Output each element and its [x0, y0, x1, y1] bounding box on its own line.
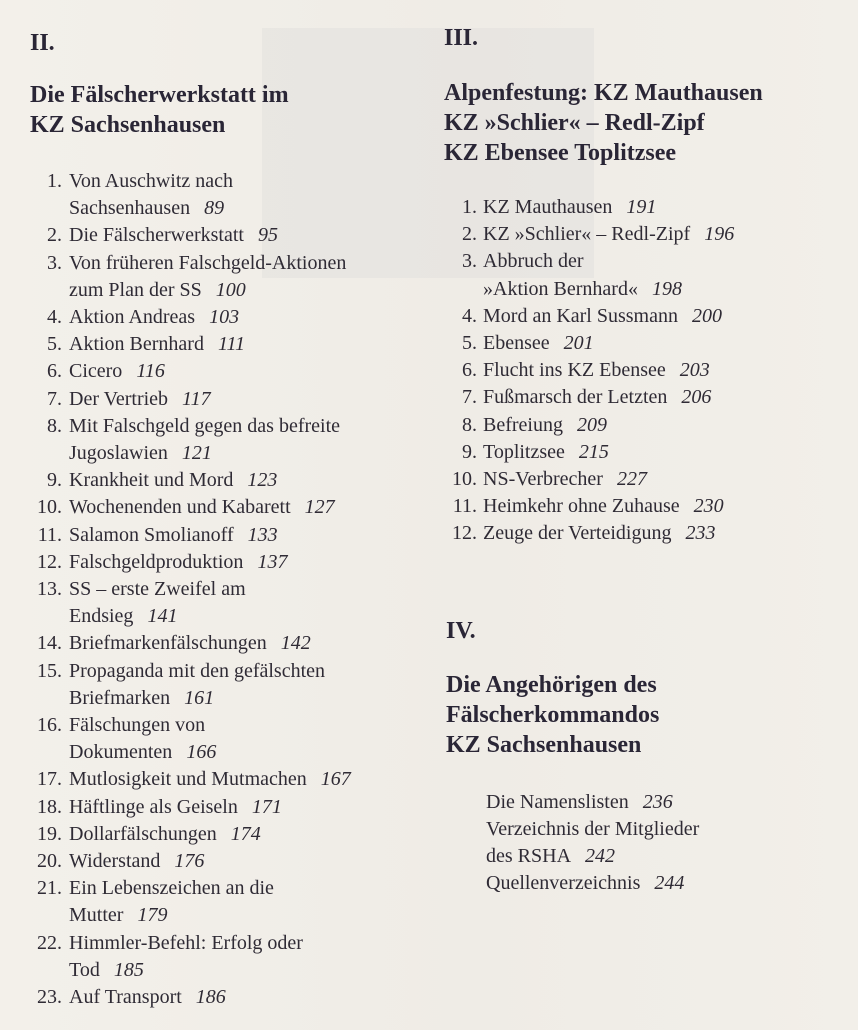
chapter-title-line — [69, 821, 351, 848]
page-number: 203 — [679, 359, 710, 382]
toc-entry — [486, 870, 699, 897]
chapter-number: 9. — [47, 469, 62, 492]
page-number: 186 — [195, 986, 226, 1009]
chapter-title-line — [69, 576, 351, 603]
chapter-title-line — [69, 739, 351, 766]
chapter-title-line — [483, 493, 734, 520]
chapter-title-text: Abbruch der — [483, 250, 584, 273]
page-number: 166 — [186, 741, 217, 764]
page-number: 171 — [251, 795, 282, 818]
page-number: 179 — [137, 904, 168, 927]
chapter-number: 4. — [462, 304, 477, 327]
page-number: 196 — [704, 223, 735, 246]
chapter-title-text: Wochenenden und Kabarett — [69, 496, 291, 519]
chapter-number: 13. — [37, 578, 62, 601]
chapter-title-line — [69, 358, 351, 385]
chapter-number: 5. — [462, 332, 477, 355]
page-number: 127 — [304, 496, 335, 519]
chapter-title-line — [69, 440, 351, 467]
part-numeral: III. — [444, 25, 479, 51]
chapter-title-line — [69, 413, 351, 440]
toc-entry — [430, 357, 734, 384]
toc-entry — [430, 303, 734, 330]
toc-entry — [430, 194, 734, 221]
chapter-number: 16. — [37, 714, 62, 737]
page-number: 95 — [257, 224, 278, 247]
chapter-title-line — [69, 195, 351, 222]
toc-entry — [0, 168, 351, 222]
chapter-title-line — [483, 412, 734, 439]
chapter-title-line — [69, 630, 351, 657]
chapter-title-line — [486, 870, 699, 897]
chapter-title-text: Die Namenslisten — [486, 791, 629, 813]
chapter-number: 12. — [452, 522, 477, 545]
chapter-title-line — [69, 467, 351, 494]
chapter-number: 1. — [462, 196, 477, 218]
chapter-title-text: Fußmarsch der Letzten — [483, 386, 668, 409]
page-number: 117 — [182, 387, 211, 410]
toc-entry — [0, 848, 351, 875]
toc-entry — [430, 330, 734, 357]
page-number: 244 — [654, 872, 685, 894]
chapter-number: 4. — [47, 306, 62, 329]
chapter-title-text: Dollarfälschungen — [69, 822, 217, 845]
chapter-title-line — [69, 304, 351, 331]
chapter-title-text: KZ »Schlier« – Redl-Zipf — [483, 223, 691, 246]
part-title-line: Die Fälscherwerkstatt im — [30, 82, 289, 108]
page-number: 123 — [247, 469, 278, 492]
page-number: 242 — [585, 845, 616, 867]
page-number: 215 — [578, 440, 609, 463]
chapter-title-text: des RSHA — [486, 845, 572, 867]
chapter-title-text: Fälschungen von — [69, 714, 206, 737]
chapter-title-text: Mord an Karl Sussmann — [483, 304, 678, 327]
table-of-contents — [0, 168, 351, 1011]
chapter-number: 6. — [462, 359, 477, 382]
chapter-title-line — [483, 303, 734, 330]
chapter-title-text: Quellenverzeichnis — [486, 872, 641, 894]
chapter-title-line — [69, 522, 351, 549]
toc-entry — [430, 384, 734, 411]
chapter-number: 23. — [37, 986, 62, 1009]
chapter-title-line — [69, 222, 351, 249]
chapter-number: 3. — [462, 250, 477, 273]
chapter-title-line — [483, 439, 734, 466]
chapter-title-line — [69, 549, 351, 576]
chapter-number: 1. — [47, 170, 62, 192]
toc-entry — [0, 794, 351, 821]
chapter-title-text: Krankheit und Mord — [69, 469, 234, 492]
chapter-title-line — [69, 766, 351, 793]
toc-entry — [0, 658, 351, 712]
chapter-title-text: Mutlosigkeit und Mutmachen — [69, 768, 307, 791]
part-title-line: KZ »Schlier« – Redl-Zipf — [444, 110, 705, 136]
chapter-title-line — [486, 843, 699, 870]
chapter-title-text: Endsieg — [69, 605, 134, 628]
chapter-title-text: Zeuge der Verteidigung — [483, 522, 672, 545]
chapter-title-text: »Aktion Bernhard« — [483, 277, 638, 300]
toc-entry — [0, 930, 351, 984]
chapter-title-text: Ebensee — [483, 332, 550, 355]
toc-entry — [0, 630, 351, 657]
chapter-title-line — [69, 658, 351, 685]
chapter-title-text: Cicero — [69, 360, 123, 383]
chapter-title-line — [69, 712, 351, 739]
chapter-number: 22. — [37, 931, 62, 954]
toc-entry — [0, 494, 351, 521]
chapter-title-line — [69, 277, 351, 304]
chapter-title-line — [69, 494, 351, 521]
toc-entry — [0, 766, 351, 793]
chapter-number: 5. — [47, 333, 62, 356]
chapter-title-text: Toplitzsee — [483, 440, 565, 463]
part-title-line: Fälscherkommandos — [446, 702, 660, 728]
page-number: 185 — [113, 958, 144, 981]
toc-entry — [430, 493, 734, 520]
page-number: 174 — [230, 822, 261, 845]
chapter-title-line — [69, 930, 351, 957]
chapter-number: 8. — [462, 413, 477, 436]
page-number: 100 — [215, 278, 246, 301]
page-number: 209 — [576, 413, 607, 436]
chapter-title-line — [69, 386, 351, 413]
chapter-title-line — [69, 984, 351, 1011]
chapter-number: 7. — [47, 387, 62, 410]
toc-entry — [430, 520, 734, 547]
chapter-number: 17. — [37, 768, 62, 791]
chapter-title-text: Aktion Bernhard — [69, 333, 204, 356]
chapter-title-text: Die Fälscherwerkstatt — [69, 224, 244, 247]
chapter-title-line — [69, 168, 351, 195]
page-number: 89 — [204, 197, 225, 220]
chapter-title-text: Briefmarken — [69, 686, 171, 709]
chapter-title-line — [69, 848, 351, 875]
chapter-title-line — [69, 875, 351, 902]
chapter-title-line — [483, 384, 734, 411]
chapter-title-text: Tod — [69, 958, 100, 981]
chapter-title-line — [483, 276, 734, 303]
chapter-number: 8. — [47, 414, 62, 437]
page-number: 103 — [209, 306, 240, 329]
chapter-number: 11. — [452, 495, 477, 518]
toc-entry — [486, 789, 699, 816]
part-title-line: KZ Sachsenhausen — [446, 732, 642, 758]
toc-entry — [0, 821, 351, 848]
chapter-title-text: Ein Lebenszeichen an die — [69, 877, 274, 900]
page-number: 191 — [626, 196, 657, 218]
chapter-title-text: Von Auschwitz nach — [69, 170, 234, 192]
chapter-number: 18. — [37, 795, 62, 818]
toc-entry — [0, 712, 351, 766]
part-title — [444, 78, 763, 168]
chapter-title-text: Verzeichnis der Mitglieder — [486, 818, 700, 840]
table-of-contents — [430, 194, 734, 548]
chapter-number: 21. — [37, 877, 62, 900]
chapter-title-text: KZ Mauthausen — [483, 196, 613, 218]
chapter-title-line — [69, 331, 351, 358]
chapter-title-text: Mit Falschgeld gegen das befreite — [69, 414, 341, 437]
chapter-title-line — [486, 789, 699, 816]
chapter-title-line — [483, 221, 734, 248]
chapter-title-line — [483, 466, 734, 493]
chapter-title-text: Häftlinge als Geiseln — [69, 795, 238, 818]
chapter-title-line — [69, 902, 351, 929]
chapter-title-text: Himmler-Befehl: Erfolg oder — [69, 931, 303, 954]
page-number: 141 — [147, 605, 178, 628]
chapter-number: 11. — [37, 523, 62, 546]
toc-entry — [0, 386, 351, 413]
toc-entry — [0, 467, 351, 494]
part-title-line: KZ Ebensee Toplitzsee — [444, 140, 677, 166]
toc-entry — [0, 522, 351, 549]
chapter-title-text: Propaganda mit den gefälschten — [69, 659, 326, 682]
toc-entry — [430, 466, 734, 493]
chapter-title-text: Salamon Smolianoff — [69, 523, 234, 546]
chapter-title-text: Auf Transport — [69, 986, 182, 1009]
toc-entry — [0, 875, 351, 929]
page-number: 227 — [616, 468, 647, 491]
chapter-title-text: Falschgeldproduktion — [69, 550, 244, 573]
chapter-title-line — [69, 794, 351, 821]
page-number: 137 — [257, 550, 288, 573]
chapter-number: 19. — [37, 822, 62, 845]
page-number: 236 — [642, 791, 673, 813]
chapter-number: 20. — [37, 850, 62, 873]
chapter-number: 7. — [462, 386, 477, 409]
chapter-title-text: Widerstand — [69, 850, 161, 873]
toc-entry — [0, 358, 351, 385]
toc-entry — [0, 984, 351, 1011]
toc-entry — [0, 576, 351, 630]
part-title-line: KZ Sachsenhausen — [30, 112, 226, 138]
part-title — [446, 670, 659, 760]
chapter-title-text: Briefmarkenfälschungen — [69, 632, 267, 655]
chapter-number: 9. — [462, 440, 477, 463]
toc-entry — [430, 248, 734, 302]
chapter-title-text: Sachsenhausen — [69, 197, 191, 220]
page-number: 121 — [181, 442, 212, 465]
chapter-title-text: zum Plan der SS — [69, 278, 202, 301]
chapter-number: 3. — [47, 251, 62, 274]
chapter-title-line — [69, 685, 351, 712]
chapter-title-line — [483, 248, 734, 275]
page-number: 111 — [217, 333, 246, 356]
toc-entry — [430, 439, 734, 466]
chapter-title-text: Aktion Andreas — [69, 306, 196, 329]
chapter-number: 15. — [37, 659, 62, 682]
chapter-title-line — [69, 957, 351, 984]
chapter-title-text: Von früheren Falschgeld-Aktionen — [69, 251, 347, 274]
toc-entry — [0, 222, 351, 249]
page-number: 176 — [174, 850, 205, 873]
chapter-title-text: Der Vertrieb — [69, 387, 169, 410]
chapter-title-line — [483, 520, 734, 547]
chapter-number: 2. — [462, 223, 477, 246]
chapter-title-text: Befreiung — [483, 413, 563, 436]
chapter-title-line — [483, 194, 734, 221]
chapter-number: 10. — [452, 468, 477, 491]
toc-entry — [0, 250, 351, 304]
toc-entry — [0, 549, 351, 576]
chapter-title-text: Flucht ins KZ Ebensee — [483, 359, 666, 382]
chapter-number: 10. — [37, 496, 62, 519]
chapter-number: 2. — [47, 224, 62, 247]
chapter-number: 12. — [37, 550, 62, 573]
chapter-title-line — [483, 357, 734, 384]
page-number: 198 — [651, 277, 682, 300]
toc-entry — [0, 304, 351, 331]
part-title-line: Alpenfestung: KZ Mauthausen — [444, 80, 763, 106]
page-number: 200 — [691, 304, 722, 327]
chapter-number: 6. — [47, 360, 62, 383]
part-title — [30, 80, 289, 140]
page-number: 116 — [136, 360, 165, 383]
toc-entry — [0, 413, 351, 467]
page-number: 161 — [184, 686, 215, 709]
page-number: 201 — [563, 332, 594, 355]
toc-entry — [486, 816, 699, 870]
page-number: 233 — [685, 522, 716, 545]
toc-entry — [0, 331, 351, 358]
chapter-title-line — [483, 330, 734, 357]
part-numeral: II. — [30, 30, 55, 56]
toc-entry — [430, 221, 734, 248]
chapter-title-line — [486, 816, 699, 843]
part-numeral: IV. — [446, 618, 476, 644]
chapter-title-text: NS-Verbrecher — [483, 468, 603, 491]
page-number: 230 — [693, 495, 724, 518]
chapter-title-text: Heimkehr ohne Zuhause — [483, 495, 680, 518]
chapter-title-text: Mutter — [69, 904, 124, 927]
appendix-list — [486, 789, 699, 897]
chapter-title-line — [69, 250, 351, 277]
chapter-title-text: Jugoslawien — [69, 442, 168, 465]
toc-entry — [430, 412, 734, 439]
page-number: 142 — [280, 632, 311, 655]
part-title-line: Die Angehörigen des — [446, 672, 657, 698]
chapter-title-line — [69, 603, 351, 630]
chapter-title-text: Dokumenten — [69, 741, 173, 764]
chapter-title-text: SS – erste Zweifel am — [69, 578, 246, 601]
chapter-number: 14. — [37, 632, 62, 655]
page-number: 133 — [247, 523, 278, 546]
page-number: 167 — [320, 768, 351, 791]
page-number: 206 — [681, 386, 712, 409]
